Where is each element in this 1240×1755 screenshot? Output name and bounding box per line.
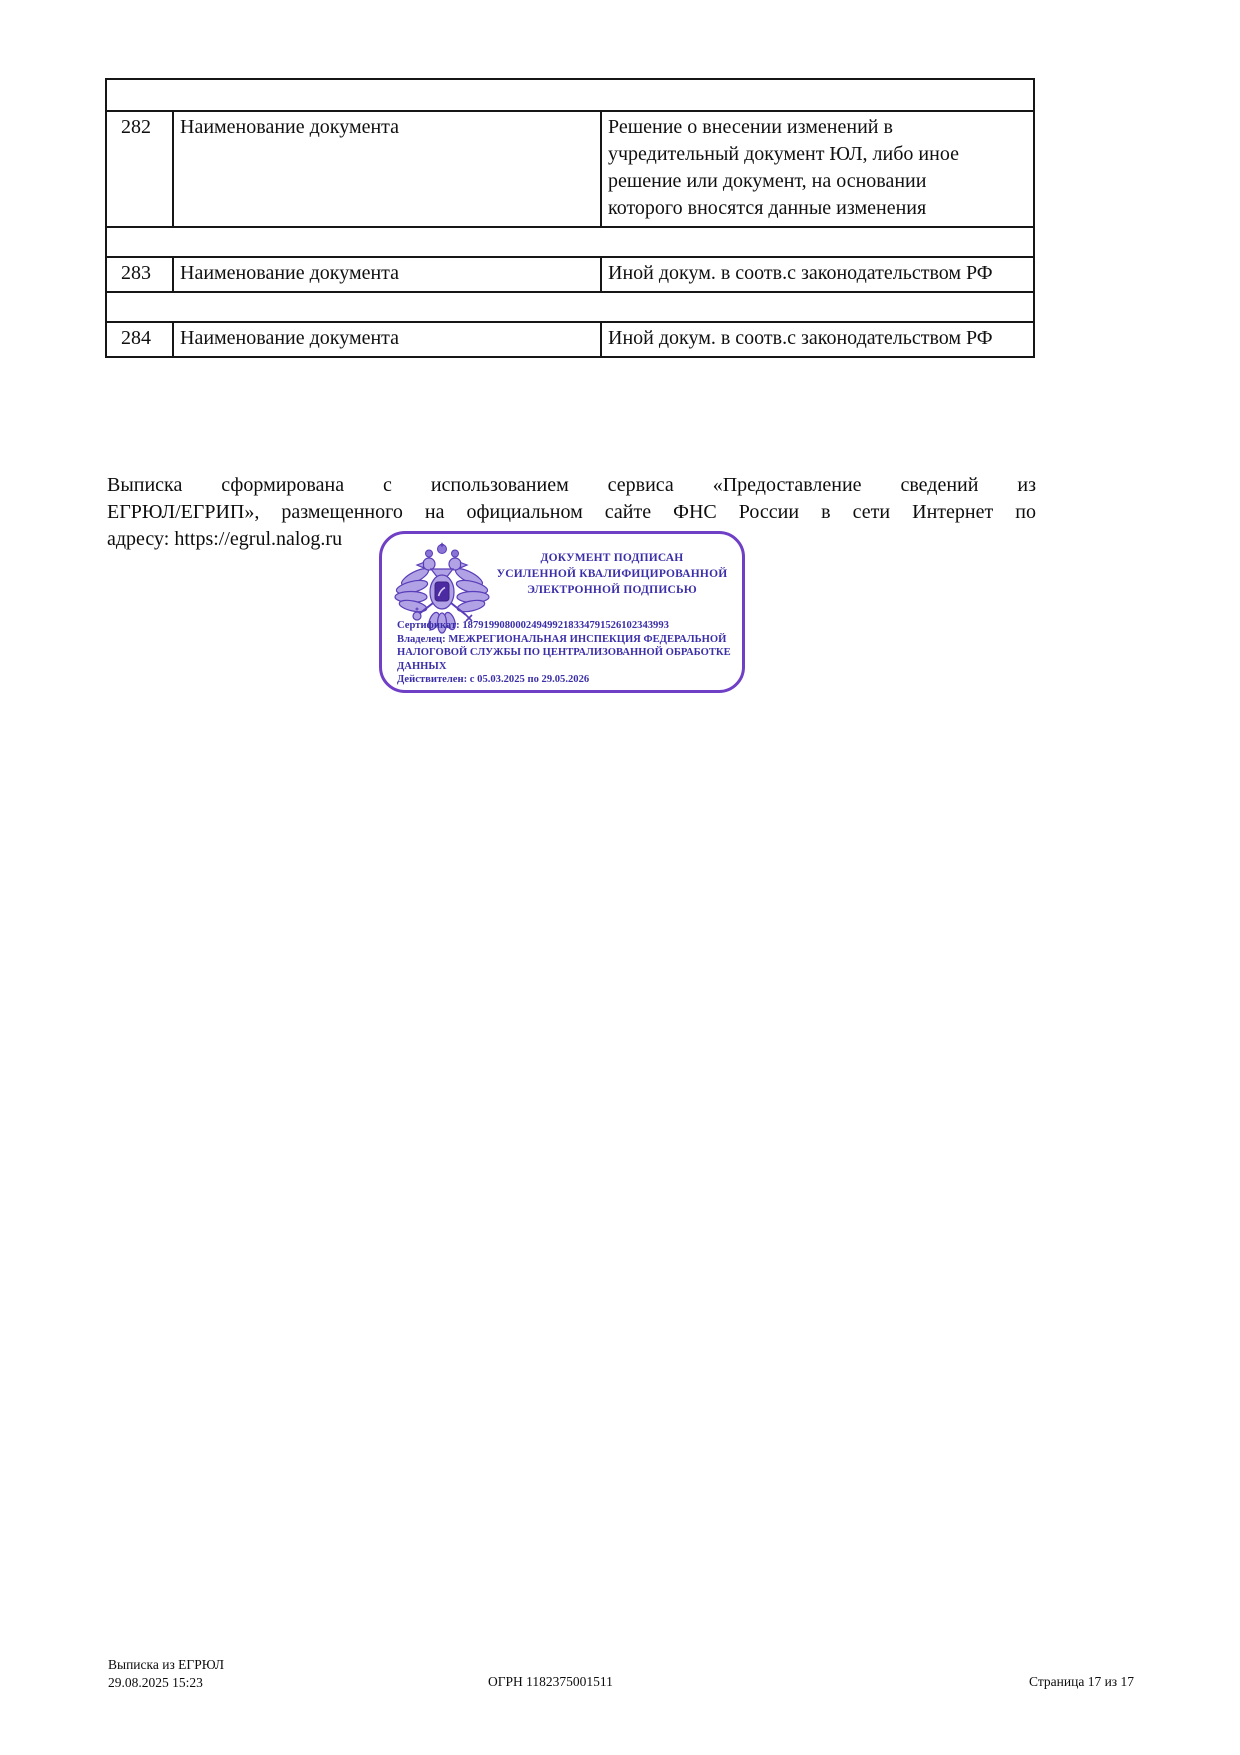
- table-spacer-row: [105, 78, 1035, 112]
- note-line: ЕГРЮЛ/ЕГРИП», размещенного на официальном сайте ФНС России в сети Интернет по: [107, 501, 1036, 523]
- row-number: 284: [107, 323, 174, 356]
- footer-page-number: Страница 17 из 17: [1029, 1674, 1134, 1689]
- row-number: 282: [107, 112, 174, 226]
- note-line: адресу: https://egrul.nalog.ru: [107, 528, 343, 550]
- validity-line: Действителен: с 05.03.2025 по 29.05.2026: [397, 674, 590, 685]
- row-number: 283: [107, 258, 174, 291]
- owner-line: Владелец: МЕЖРЕГИОНАЛЬНАЯ ИНСПЕКЦИЯ ФЕДЕРАЛЬНОЙ НАЛОГОВОЙ СЛУЖБЫ ПО ЦЕНТРАЛИЗОВАННОЙ ОБРАБОТКЕ ДАННЫХ: [397, 633, 731, 672]
- table-row: [105, 321, 1035, 358]
- footer-doc-type: Выписка из ЕГРЮЛ: [108, 1657, 225, 1672]
- stamp-info: [397, 619, 735, 687]
- row-value: Иной докум. в соотв.с законодательством РФ: [608, 327, 993, 349]
- stamp-title-line: ЭЛЕКТРОННОЙ ПОДПИСЬЮ: [527, 584, 697, 596]
- row-value: Иной докум. в соотв.с законодательством РФ: [608, 262, 993, 284]
- signature-stamp: [379, 531, 745, 693]
- footer-datetime: 29.08.2025 15:23: [108, 1675, 203, 1690]
- note-line: Выписка сформирована с использованием сервиса «Предоставление сведений из: [107, 474, 1036, 496]
- stamp-title-line: УСИЛЕННОЙ КВАЛИФИЦИРОВАННОЙ: [496, 568, 728, 580]
- footer-left: [108, 1656, 224, 1692]
- stamp-title-line: ДОКУМЕНТ ПОДПИСАН: [540, 552, 684, 564]
- table-row: [105, 256, 1035, 293]
- table-row: [105, 110, 1035, 228]
- row-value: Решение о внесении изменений в учредительный документ ЮЛ, либо иное решение или документ, на основании которого вносятся данные изменения: [608, 116, 959, 219]
- row-label: Наименование документа: [174, 323, 602, 356]
- footer-ogrn: ОГРН 1182375001511: [488, 1674, 613, 1689]
- stamp-title: [490, 550, 734, 598]
- table-spacer-row: [105, 291, 1035, 323]
- documents-table: [105, 78, 1035, 358]
- row-label: Наименование документа: [174, 112, 602, 226]
- table-spacer-row: [105, 226, 1035, 258]
- row-label: Наименование документа: [174, 258, 602, 291]
- certificate-line: Сертификат: 187919908000249499218334791526102343993: [397, 620, 669, 631]
